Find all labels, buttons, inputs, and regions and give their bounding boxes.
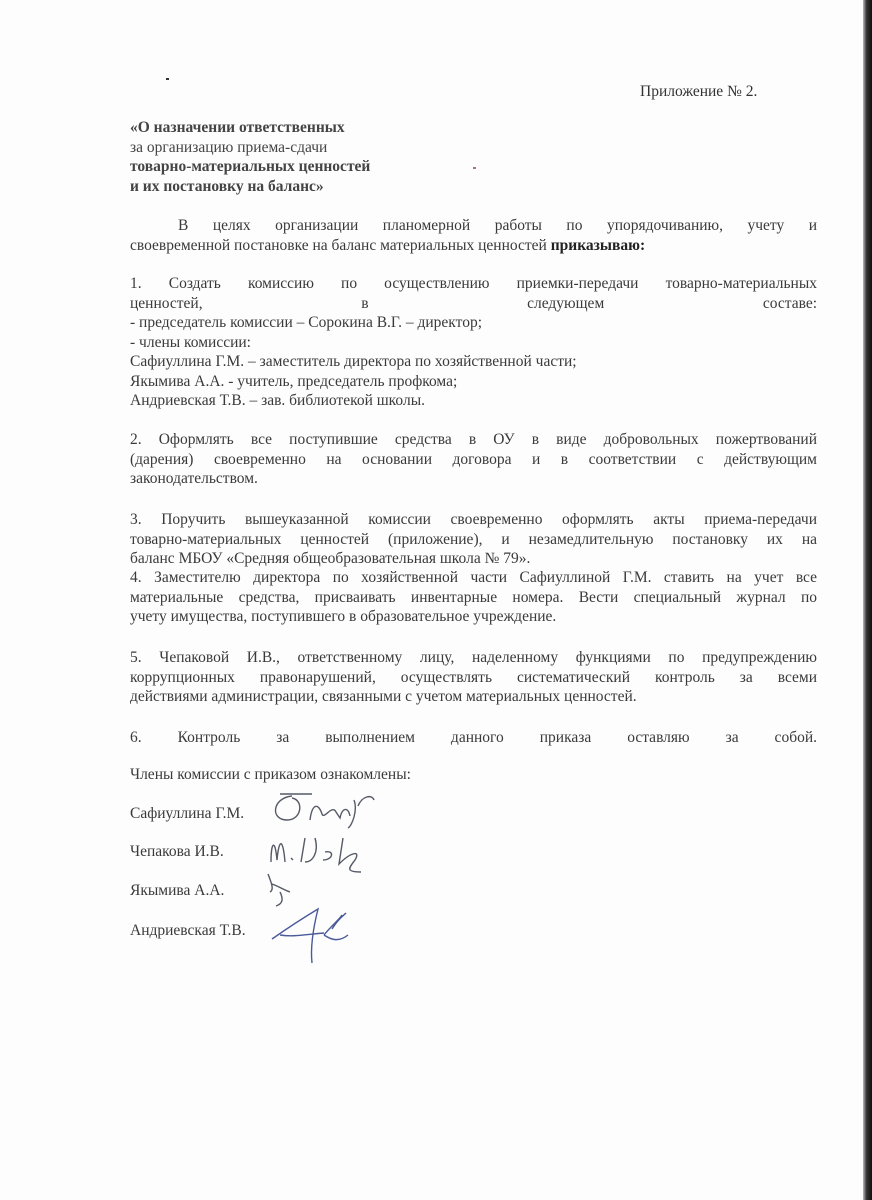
item-line: 4. Заместителю директора по хозяйственной части Сафиуллиной Г.М. ставить на учет все xyxy=(130,569,817,586)
item-line: коррупционных правонарушений, осуществлять систематический контроль за всеми xyxy=(130,668,817,686)
item-2 xyxy=(130,430,817,489)
item-line: 5. Чепаковой И.В., ответственному лицу, наделенному функциями по предупреждению xyxy=(130,649,817,666)
item-line: - председатель комиссии – Сорокина В.Г. – директор; xyxy=(130,314,483,331)
signature-4 xyxy=(262,905,372,965)
item-line: учету имущества, поступившего в образовательное учреждение. xyxy=(130,608,557,625)
item-3 xyxy=(130,510,817,569)
order-word: приказываю: xyxy=(550,236,646,254)
scan-edge xyxy=(863,0,872,1200)
item-line: - члены комиссии: xyxy=(130,333,251,351)
signatory-name: Сафиуллина Г.М. xyxy=(130,805,245,822)
item-line: ценностей, в следующем составе: xyxy=(130,294,817,312)
item-line: законодательством. xyxy=(130,470,258,487)
item-line: 2. Оформлять все поступившие средства в ОУ в виде добровольных пожертвований xyxy=(130,431,817,448)
intro-line xyxy=(130,236,817,256)
item-4 xyxy=(130,568,817,627)
item-line: Сафиуллина Г.М. – заместитель директора по хозяйственной части; xyxy=(130,353,577,370)
item-line: Андриевская Т.В. – зав. библиотекой школы. xyxy=(130,392,425,409)
acknowledgement: Члены комиссии с приказом ознакомлены: xyxy=(130,766,411,783)
item-line: товарно-материальных ценностей (приложение), и незамедлительную постановку их на xyxy=(130,530,817,548)
item-line: баланс МБОУ «Средняя общеобразовательная школа № 79». xyxy=(130,550,531,567)
title-line: товарно-материальных ценностей xyxy=(130,158,371,175)
intro-paragraph xyxy=(130,216,817,255)
item-line: материальные средства, присваивать инвентарные номера. Вести специальный журнал по xyxy=(130,588,817,606)
item-line: действиями администрации, связанными с учетом материальных ценностей. xyxy=(130,688,637,705)
item-line: (дарения) своевременно на основании договора и в соответствии с действующим xyxy=(130,450,817,468)
signature-1 xyxy=(262,790,382,830)
signatory-name: Чепакова И.В. xyxy=(130,843,224,860)
document-title xyxy=(130,118,370,196)
signature-3 xyxy=(262,870,302,910)
item-1 xyxy=(130,274,817,411)
signatory-name: Якымива А.А. xyxy=(130,882,225,899)
title-line: за организацию приема-сдачи xyxy=(130,138,328,156)
item-line: 6. Контроль за выполнением данного приказа оставляю за собой. xyxy=(130,729,817,746)
title-line: и их постановку на баланс» xyxy=(130,177,324,195)
item-5 xyxy=(130,648,817,707)
title-line: «О назначении ответственных xyxy=(130,119,345,136)
appendix-number: Приложение № 2. xyxy=(640,83,758,100)
item-line: Якымива А.А. - учитель, председатель профкома; xyxy=(130,372,458,390)
item-line: 1. Создать комиссию по осуществлению приемки-передачи товарно-материальных xyxy=(130,275,817,292)
intro-text: своевременной постановке на баланс материальных ценностей xyxy=(130,236,551,254)
scan-speck xyxy=(166,78,169,80)
item-6 xyxy=(130,728,817,748)
item-line: 3. Поручить вышеуказанной комиссии своевременно оформлять акты приема-передачи xyxy=(130,511,817,528)
intro-line: В целях организации планомерной работы по упорядочиванию, учету и xyxy=(178,217,817,234)
scan-speck xyxy=(473,167,476,169)
signatory-name: Андриевская Т.В. xyxy=(130,922,246,939)
